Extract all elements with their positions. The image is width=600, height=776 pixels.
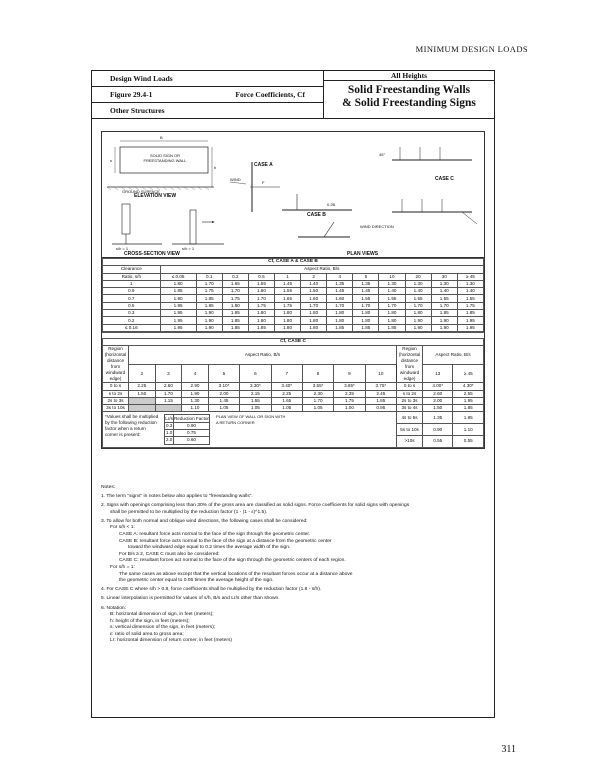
- note-4: 4. For CASE C where s/h > 0.8, force coefficients shall be multiplied by the reduction factor (1.8 - s/h).: [101, 587, 322, 593]
- title-block: [92, 71, 494, 119]
- ab-cell: 1.80: [248, 310, 274, 317]
- ab-row-label: ≤ 0.16: [103, 324, 161, 331]
- c-right-row-label: 4s to 5s: [397, 412, 423, 424]
- ab-cell: 1.85: [248, 324, 274, 331]
- ab-cell: 1.80: [301, 310, 327, 317]
- clearance-header: [103, 266, 161, 273]
- ab-cell: 1.30: [431, 280, 457, 287]
- cross-section-view-label: CROSS-SECTION VIEW: [124, 251, 180, 257]
- c-col-header: 5: [208, 364, 239, 383]
- ab-cell: 1.80: [275, 317, 301, 324]
- notation-h: h: height of the sign, in feet (meters);: [110, 618, 190, 624]
- reduction-factor: 0.60: [173, 437, 209, 444]
- c-cell: [129, 397, 156, 404]
- ab-col-header: 0.2: [222, 273, 248, 280]
- ab-cell: 1.95: [457, 317, 483, 324]
- ab-cell: 1.55: [431, 295, 457, 302]
- ab-row-label: 0.3: [103, 310, 161, 317]
- ab-col-header: 2: [301, 273, 327, 280]
- note-3-case-b: CASE B: resultant force acts normal to the face of the sign at a distance from the geometric center: [119, 538, 332, 544]
- note-3-for-s-h-equal-1: For s/h = 1:: [110, 565, 135, 571]
- case-b-force-2: [324, 222, 334, 237]
- c-cell: 3.65*: [334, 383, 365, 390]
- region-header: [103, 346, 129, 383]
- s-eq-h-label: s/h = 1: [116, 246, 129, 251]
- figure-title-line-1: Solid Freestanding Walls: [347, 84, 471, 96]
- section-sign-1: [122, 204, 130, 234]
- ab-row-label: 0.9: [103, 288, 161, 295]
- ab-cell: 1.80: [327, 317, 353, 324]
- region-header-right: [397, 346, 423, 383]
- ab-cell: 1.90: [196, 310, 222, 317]
- ab-row: [103, 295, 484, 302]
- reduction-lr: 1.0: [165, 430, 173, 436]
- case-b-label: CASE B: [307, 212, 326, 218]
- ab-cell: 1.35: [327, 280, 353, 287]
- ab-cell: 1.95: [160, 302, 196, 309]
- ab-cell: 1.70: [379, 302, 405, 309]
- c-cell: 1.65: [271, 397, 302, 404]
- c-right-cell: 2.60: [423, 390, 453, 397]
- c-cell: 1.55: [240, 397, 271, 404]
- region-header-right-line-4: windward edge): [399, 370, 420, 382]
- dim-b-label: B: [160, 135, 163, 140]
- ab-cell: 1.95: [160, 324, 196, 331]
- ab-cell: 1.80: [248, 317, 274, 324]
- ab-cell: 1.90: [196, 317, 222, 324]
- ab-col-header: 0.5: [248, 273, 274, 280]
- clearance-header-line-1: Clearance: [120, 266, 142, 272]
- region-header-right-line-2: (horizontal: [398, 352, 421, 358]
- ab-cell: 1.35: [353, 280, 379, 287]
- note-3-for-s-h-less-than-1: For s/h < 1:: [110, 525, 135, 531]
- ab-cell: 1.70: [431, 302, 457, 309]
- ab-row-label: 0.7: [103, 295, 161, 302]
- ab-cell: 1.45: [327, 288, 353, 295]
- aspect-header-ab: Aspect Ratio, B/s: [160, 266, 483, 273]
- ab-cell: 1.80: [275, 324, 301, 331]
- c-right-row-label: 3s to 4s: [397, 405, 423, 412]
- c-col-header: 2: [129, 364, 156, 383]
- ab-cell: 1.75: [457, 302, 483, 309]
- figure-number: Figure 29.4-1: [110, 90, 153, 99]
- elevation-view-label: ELEVATION VIEW: [134, 193, 177, 199]
- return-corner-label: [216, 414, 286, 426]
- ab-cell: 1.80: [353, 317, 379, 324]
- c-cell: 1.05: [271, 405, 302, 412]
- c-cell: 1.15: [155, 397, 182, 404]
- reduction-header-lr: Lr/s: [165, 415, 173, 421]
- ab-cell: 1.80: [353, 310, 379, 317]
- c-cell: 1.70: [302, 397, 333, 404]
- c-col-header: 3: [155, 364, 182, 383]
- ab-cell: 1.45: [275, 280, 301, 287]
- reduction-table: [164, 414, 210, 444]
- ab-cell: 1.75: [222, 295, 248, 302]
- c-cell: 2.45: [365, 390, 396, 397]
- ab-cell: 1.40: [301, 280, 327, 287]
- ab-col-header: 10: [379, 273, 405, 280]
- ab-row: [103, 280, 484, 287]
- c-right-row-label: 0 to s: [397, 383, 423, 390]
- reduction-row: [165, 422, 210, 429]
- return-corner-line: A RETURN CORNER: [215, 420, 255, 426]
- ab-row: [103, 310, 484, 317]
- c-cell: 1.30: [182, 397, 209, 404]
- ab-cell: 1.70: [248, 295, 274, 302]
- region-header-right-line-3: distance from: [400, 358, 419, 370]
- ab-cell: 1.80: [379, 310, 405, 317]
- ab-cell: 1.90: [405, 324, 431, 331]
- ab-cell: 1.90: [160, 295, 196, 302]
- case-c-label: CASE C: [435, 176, 454, 182]
- c-cell: 1.70: [155, 390, 182, 397]
- ab-cell: 1.85: [222, 310, 248, 317]
- c-right-col-header: ≥ 45: [453, 364, 484, 383]
- ab-cell: 1.90: [431, 324, 457, 331]
- ab-cell: 1.95: [160, 317, 196, 324]
- ab-cell: 1.80: [301, 317, 327, 324]
- footnote-text: [105, 414, 158, 438]
- figure-frame: [91, 70, 495, 718]
- c-right-row-label: 5s to 10s: [397, 424, 423, 436]
- ab-cell: 1.40: [457, 288, 483, 295]
- note-3-case-a: CASE A: resultant force acts normal to the face of the sign through the geometric center.: [119, 532, 311, 538]
- c-cell: 2.90: [182, 383, 209, 390]
- note-6: 6. Notation:: [101, 605, 127, 611]
- notation-b: B: horizontal dimension of sign, in feet (meters);: [110, 612, 214, 618]
- note-2-line-1: 2. Signs with openings comprising less than 30% of the gross area are classified as solid signs. Force coefficients for solid signs with openings: [101, 503, 410, 509]
- note-3: 3. To allow for both normal and oblique wind directions, the following cases shall be considered:: [101, 518, 308, 524]
- c-right-row-label: s to 2s: [397, 390, 423, 397]
- ab-cell: 1.55: [248, 280, 274, 287]
- reduction-factor: 0.90: [173, 422, 209, 429]
- case-c-return-corner: [462, 212, 477, 224]
- dim-h-label: h: [214, 165, 217, 170]
- notation-s: s: vertical dimension of the sign, in feet (meters);: [110, 625, 216, 631]
- reduction-lr: 2.0: [165, 437, 173, 443]
- table-ab-title: Cf, CASE A & CASE B: [103, 259, 484, 266]
- ab-row-label: 1: [103, 280, 161, 287]
- notes-heading: Notes:: [101, 485, 116, 490]
- ab-cell: 1.70: [327, 302, 353, 309]
- running-header: MINIMUM DESIGN LOADS: [415, 44, 528, 54]
- case-c-45-label: 45°: [379, 152, 386, 157]
- title-row-3: [92, 103, 323, 118]
- reduction-row: [165, 430, 210, 437]
- ab-cell: 1.65: [222, 280, 248, 287]
- c-right-cell: 0.90: [423, 424, 453, 436]
- case-b-02b-label: 0.2B: [327, 202, 336, 207]
- note-1: 1. The term "signs" in notes below also applies to "freestanding walls".: [101, 494, 253, 500]
- c-row: [103, 383, 484, 390]
- reduction-factor: 0.75: [173, 430, 209, 437]
- ab-cell: 1.30: [379, 280, 405, 287]
- ab-cell: 1.75: [248, 302, 274, 309]
- c-right-cell: 1.35: [423, 412, 453, 424]
- c-row: [103, 412, 484, 424]
- ab-cell: 1.45: [353, 288, 379, 295]
- aspect-header-c-right: Aspect Ratio, B/s: [423, 346, 484, 365]
- case-b-wind-dir-label: WIND DIRECTION: [360, 224, 394, 229]
- solid-sign-label: SOLID SIGN OR FREESTANDING WALL: [143, 153, 187, 163]
- c-right-cell: 4.00*: [423, 383, 453, 390]
- diagram-area: [102, 132, 484, 258]
- all-heights-label: All Heights: [324, 71, 494, 81]
- ab-cell: 1.85: [222, 317, 248, 324]
- figure-title-line-2: & Solid Freestanding Signs: [342, 97, 476, 109]
- ab-cell: 1.90: [431, 317, 457, 324]
- clearance-header-2: Ratio, s/h: [103, 273, 161, 280]
- c-col-header: 4: [182, 364, 209, 383]
- ab-cell: 1.75: [196, 288, 222, 295]
- reduction-row: [165, 437, 210, 444]
- table-case-ab: [102, 258, 484, 332]
- notation-lr: Lr: horizontal dimension of return corner, in feet (meters): [110, 638, 233, 644]
- ab-cell: 1.85: [457, 310, 483, 317]
- c-cell: 2.15: [240, 390, 271, 397]
- c-cell: 1.85: [365, 397, 396, 404]
- c-cell: 2.30: [302, 390, 333, 397]
- ab-cell: 1.70: [196, 280, 222, 287]
- figure-subject: Force Coefficients, Cf: [235, 90, 305, 99]
- ab-cell: 1.55: [457, 295, 483, 302]
- ground-label: GROUND SURFACE: [122, 189, 160, 194]
- ab-cell: 1.55: [405, 295, 431, 302]
- figure-body: [101, 131, 485, 449]
- c-right-cell: 1.85: [453, 405, 484, 412]
- ab-cell: 1.85: [379, 324, 405, 331]
- ab-col-header: 1: [275, 273, 301, 280]
- c-cell: 1.90: [182, 390, 209, 397]
- ab-cell: 1.80: [379, 317, 405, 324]
- c-row-label: 2s to 3s: [103, 397, 129, 404]
- c-row: [103, 390, 484, 397]
- c-right-row-label: >10s: [397, 435, 423, 447]
- ab-cell: 1.80: [327, 310, 353, 317]
- c-right-cell: 4.30*: [453, 383, 484, 390]
- c-col-header: 10: [365, 364, 396, 383]
- table-case-c: [102, 338, 484, 448]
- ab-cell: 1.55: [275, 288, 301, 295]
- c-col-header: 8: [302, 364, 333, 383]
- c-cell: 3.10*: [208, 383, 239, 390]
- ab-col-header: 30: [431, 273, 457, 280]
- ab-cell: 1.90: [196, 324, 222, 331]
- case-a-wind-label: WIND: [230, 177, 241, 182]
- title-row-2: [92, 87, 323, 103]
- c-cell: [155, 405, 182, 412]
- c-cell: 1.00: [334, 405, 365, 412]
- c-row-label: 3s to 10s: [103, 405, 129, 412]
- ab-cell: 1.70: [405, 302, 431, 309]
- ab-cell: 1.65: [275, 295, 301, 302]
- ab-col-header: 0.1: [196, 273, 222, 280]
- ab-cell: 1.60: [248, 288, 274, 295]
- ab-cell: 1.85: [160, 288, 196, 295]
- ab-cell: 1.85: [327, 324, 353, 331]
- ab-cell: 1.75: [275, 302, 301, 309]
- ab-col-header: ≤ 0.05: [160, 273, 196, 280]
- ab-row: [103, 317, 484, 324]
- ab-cell: 1.85: [196, 295, 222, 302]
- ab-row-label: 0.2: [103, 317, 161, 324]
- ab-row: [103, 288, 484, 295]
- reduction-lr: 0.3: [165, 422, 173, 428]
- ab-cell: 1.85: [353, 324, 379, 331]
- ab-cell: 1.80: [160, 280, 196, 287]
- ab-cell: 1.95: [160, 310, 196, 317]
- footnote-line: corner is present:: [105, 432, 141, 438]
- ab-cell: 1.80: [222, 302, 248, 309]
- c-row-label: 0 to s: [103, 383, 129, 390]
- ab-cell: 1.80: [301, 324, 327, 331]
- ab-cell: 1.40: [431, 288, 457, 295]
- ab-cell: 1.60: [327, 295, 353, 302]
- region-header-line-4: windward edge): [105, 370, 126, 382]
- c-cell: 2.25: [129, 383, 156, 390]
- ab-cell: 1.30: [457, 280, 483, 287]
- ab-cell: 1.80: [275, 310, 301, 317]
- c-cell: 1.75: [334, 397, 365, 404]
- s-lt-h-label: s/h < 1: [182, 246, 195, 251]
- c-col-header: 7: [271, 364, 302, 383]
- notation-epsilon: ε: ratio of solid area to gross area;: [110, 631, 184, 637]
- c-cell: 1.05: [208, 405, 239, 412]
- ab-cell: 1.70: [353, 302, 379, 309]
- ab-col-header: ≥ 45: [457, 273, 483, 280]
- c-cell: 1.05: [240, 405, 271, 412]
- ab-cell: 1.60: [301, 295, 327, 302]
- ab-cell: 1.70: [222, 288, 248, 295]
- c-row-label: s to 2s: [103, 390, 129, 397]
- c-col-header: 9: [334, 364, 365, 383]
- ab-cell: 1.30: [405, 280, 431, 287]
- c-cell: 1.05: [302, 405, 333, 412]
- note-2-line-2: shall be permitted to be multiplied by the reduction factor (1 - (1 - ε)^1.5).: [110, 509, 268, 515]
- c-right-cell: 1.85: [453, 412, 484, 424]
- c-right-cell: 0.55: [423, 435, 453, 447]
- ab-col-header: 4: [327, 273, 353, 280]
- ab-cell: 1.40: [405, 288, 431, 295]
- ab-col-header: 5: [353, 273, 379, 280]
- aspect-header-c: Aspect Ratio, B/s: [129, 346, 397, 365]
- ab-row: [103, 302, 484, 309]
- plan-views-label: PLAN VIEWS: [347, 251, 379, 257]
- c-row: [103, 405, 484, 412]
- note-2: [101, 503, 485, 516]
- ab-cell: 1.55: [379, 295, 405, 302]
- region-header-line-1: Region: [108, 346, 123, 352]
- region-header-right-line-1: Region: [402, 346, 417, 352]
- ab-cell: 1.90: [405, 317, 431, 324]
- c-cell: 1.45: [208, 397, 239, 404]
- other-structures-label: Other Structures: [110, 106, 165, 115]
- region-header-line-3: distance from: [106, 358, 125, 370]
- return-corner-line: PLAN VIEW OF WALL OR SIGN WITH: [215, 414, 286, 420]
- table-c-title: Cf, CASE C: [103, 338, 484, 345]
- dim-s-label: s: [110, 158, 112, 163]
- note-3-case-c-intro: For B/s ≥ 2, CASE C must also be considered:: [119, 551, 220, 557]
- c-right-cell: 1.50: [423, 405, 453, 412]
- c-right-cell: 1.95: [453, 397, 484, 404]
- case-a-label: CASE A: [254, 162, 273, 168]
- ab-cell: 1.85: [431, 310, 457, 317]
- c-cell: 1.50: [129, 390, 156, 397]
- ab-cell: 1.50: [301, 288, 327, 295]
- ab-cell: 1.80: [405, 310, 431, 317]
- title-row-1: [92, 71, 323, 87]
- c-cell: 3.55*: [302, 383, 333, 390]
- c-cell: 2.60: [155, 383, 182, 390]
- ab-cell: 1.95: [457, 324, 483, 331]
- footnote-line: factor when a return: [105, 426, 146, 432]
- c-right-col-header: 13: [423, 364, 453, 383]
- c-row: [103, 397, 484, 404]
- page-number: 311: [501, 744, 516, 755]
- c-right-row-label: 2s to 3s: [397, 397, 423, 404]
- c-right-cell: 2.55: [453, 390, 484, 397]
- reduction-header-factor: Reduction Factor: [173, 415, 209, 421]
- c-col-header: 6: [240, 364, 271, 383]
- section-sign-2: [190, 210, 196, 244]
- figure-title: [324, 81, 494, 118]
- footnote-line: by the following reduction: [105, 420, 157, 426]
- ab-row: [103, 324, 484, 331]
- ab-cell: 1.70: [301, 302, 327, 309]
- c-cell: 3.30*: [240, 383, 271, 390]
- note-5: 5. Linear interpolation is permitted for values of s/h, B/s and Lr/s other than shown.: [101, 596, 280, 602]
- region-header-line-2: (horizontal: [104, 352, 127, 358]
- c-cell: 1.10: [182, 405, 209, 412]
- case-a-wind: [230, 182, 246, 184]
- note-3-case-b-cont: toward the windward edge equal to 0.2 times the average width of the sign.: [128, 545, 291, 551]
- notes-section: [101, 485, 485, 645]
- footnote-line: *Values shall be multiplied: [105, 414, 159, 420]
- ab-cell: 1.55: [353, 295, 379, 302]
- ab-cell: 1.40: [379, 288, 405, 295]
- design-wind-loads-label: Design Wind Loads: [110, 74, 173, 83]
- c-cell: 2.35: [334, 390, 365, 397]
- reduction-factor-block: [103, 412, 397, 447]
- case-a-force-label: F: [262, 180, 265, 185]
- note-3-s-h-1-line-1: The same cases as above except that the vertical locations of the resultant forces occur at a distance above: [119, 571, 353, 577]
- c-cell: 3.75*: [365, 383, 396, 390]
- c-right-cell: 1.10: [453, 424, 484, 436]
- ab-row-label: 0.5: [103, 302, 161, 309]
- ab-cell: 1.85: [196, 302, 222, 309]
- c-cell: 2.25: [271, 390, 302, 397]
- c-right-cell: 0.55: [453, 435, 484, 447]
- ab-col-header: 20: [405, 273, 431, 280]
- c-cell: [129, 405, 156, 412]
- note-3-case-c: CASE C: resultant forces act normal to the face of the sign through the geometric centers of each region.: [119, 558, 346, 564]
- c-cell: 3.40*: [271, 383, 302, 390]
- c-right-cell: 2.00: [423, 397, 453, 404]
- ab-cell: 1.85: [222, 324, 248, 331]
- c-cell: 0.95: [365, 405, 396, 412]
- c-cell: 2.00: [208, 390, 239, 397]
- note-3-s-h-1-line-2: the geometric center equal to 0.05 times the average height of the sign.: [119, 578, 274, 584]
